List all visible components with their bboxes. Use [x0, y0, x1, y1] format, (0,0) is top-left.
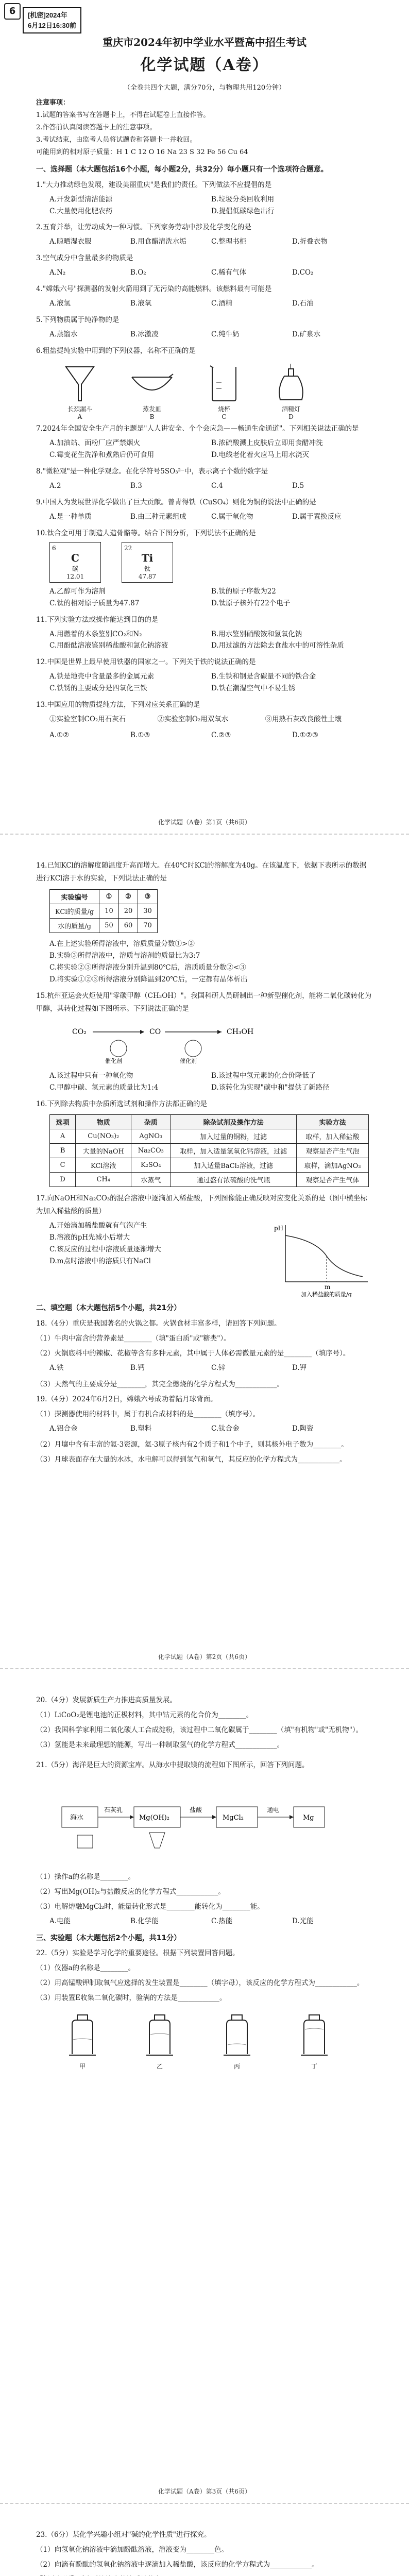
element-symbol: Ti	[141, 551, 154, 564]
option-d[interactable]: D.矿泉水	[292, 330, 321, 339]
apparatus-label: 烧杯	[217, 405, 230, 413]
lab-apparatus-figure	[62, 362, 373, 420]
exam-page-2	[0, 835, 409, 1669]
option-b[interactable]: B.液氧	[130, 299, 152, 308]
catalyst-label: 催化剂	[180, 1057, 197, 1064]
element-cells-figure	[49, 542, 373, 583]
option-a[interactable]: A.铁是地壳中含量最多的金属元素	[49, 672, 155, 681]
table-cell: 观察是否产生气体	[297, 1173, 369, 1187]
gas-jar-icon	[294, 2009, 335, 2060]
catalyst-label: 催化剂	[105, 1057, 122, 1064]
gas-apparatus-figure	[62, 2009, 373, 2071]
m-point-label: m	[325, 1283, 331, 1291]
question-10-options	[49, 586, 373, 609]
question-23-part	[36, 2573, 373, 2576]
table-cell: 加入适量BaCl₂溶液，过滤	[171, 1158, 297, 1173]
table-row	[50, 918, 158, 933]
table-cell: Na₂CO₃	[131, 1144, 171, 1158]
apparatus-label: 酒精灯	[281, 405, 300, 413]
option-c[interactable]: C.锌	[211, 1363, 226, 1372]
page-footer: 化学试题（A卷）第3页（共6页）	[158, 2488, 251, 2495]
table-cell: 10	[99, 904, 119, 918]
question-9-stem: 9.中国人为发展世界化学做出了巨大贡献。曾青得铁（CuSO₄）则化为铜的说法中正确的是	[36, 498, 316, 506]
option-a[interactable]: A.①②	[49, 731, 70, 740]
table-header: ②	[118, 889, 138, 904]
option-c[interactable]: C.整理书柜	[211, 238, 247, 246]
option-b[interactable]: B.浓硫酸溅上皮肤后立即用食醋冲洗	[211, 439, 323, 448]
option-b[interactable]: B.O₂	[130, 268, 146, 277]
gas-jar-icon	[216, 2009, 258, 2060]
option-c[interactable]: C.酒精	[211, 299, 233, 308]
magnesium-label: Mg	[303, 1814, 314, 1822]
element-symbol: C	[71, 551, 79, 564]
option-d[interactable]: D.电线老化着火应马上用水浇灭	[211, 450, 310, 459]
atomic-masses: 可能用到的相对原子质量：H 1 C 12 O 16 Na 23 S 32 Fe 56 Cu 64	[36, 148, 248, 157]
question-14-options	[49, 938, 373, 986]
exam-subtitle: （全卷共四个大题，满分70分，与物理共用120分钟）	[123, 84, 286, 92]
question-15-options	[49, 1070, 373, 1094]
apparatus-yi	[139, 2009, 180, 2071]
option-b[interactable]: B.①③	[130, 731, 150, 740]
question-4-options	[49, 298, 373, 310]
option-b[interactable]: B.化学能	[130, 1917, 159, 1925]
alcohol-lamp-icon	[273, 362, 309, 403]
table-header: ③	[138, 889, 158, 904]
question-19-part: （3）月球表面存在大量的水冰，水电解可以得到氢气和氧气，其反应的化学方程式为____________。	[36, 1455, 347, 1464]
table-cell: 水蒸气	[131, 1173, 171, 1187]
option-b[interactable]: B.垃圾分类回收利用	[211, 195, 275, 204]
electrolysis-label: 通电	[267, 1806, 280, 1814]
option-b[interactable]: B.冰激凌	[130, 330, 159, 339]
apparatus-letter: A	[77, 413, 82, 421]
question-5-options	[49, 329, 373, 341]
option-b[interactable]: B.钙	[130, 1363, 145, 1372]
element-cell-titanium	[122, 542, 173, 583]
option-c[interactable]: C.将实验②③所得溶液分别升温到80℃后，溶质质量分数②<③	[49, 963, 246, 972]
question-21-options	[49, 1916, 373, 1927]
x-axis-label: 加入稀盐酸的质量/g	[301, 1291, 352, 1298]
table-cell: 水的质量/g	[50, 918, 99, 933]
table-cell: KCl溶液	[76, 1158, 131, 1173]
element-name: 钛	[144, 565, 150, 572]
question-20-stem: 20.（4分）发展新质生产力推进高质量发展。	[36, 1696, 177, 1704]
table-row	[50, 1173, 369, 1187]
question-18-options	[49, 1362, 373, 1374]
option-c[interactable]: C.②③	[211, 731, 231, 740]
solubility-table	[49, 889, 158, 933]
apparatus-letter: C	[221, 413, 227, 421]
question-21-part: （1）操作a的名称是________。	[36, 1872, 135, 1881]
apparatus-label: 乙	[156, 2062, 163, 2070]
funnel-figure	[62, 362, 98, 420]
table-cell: A	[50, 1129, 76, 1144]
question-5-stem: 5.下列物质属于纯净物的是	[36, 316, 120, 325]
table-cell: 50	[99, 918, 119, 933]
question-11-stem: 11.下列实验方法或操作能达到目的的是	[36, 615, 159, 624]
conversion-diagram	[67, 1019, 304, 1065]
hydrochloric-label: 盐酸	[190, 1806, 202, 1814]
section-heading-2: 二、填空题（本大题包括5个小题，共21分）	[36, 1304, 181, 1313]
option-a[interactable]: A.开发新型清洁能源	[49, 195, 113, 204]
section-heading-3: 三、实验题（本大题包括2个小题，共11分）	[36, 1934, 181, 1942]
question-18-part: （3）天然气的主要成分是________，其完全燃烧的化学方程式为____________。	[36, 1380, 284, 1388]
option-d[interactable]: D.石油	[292, 299, 314, 308]
option-d[interactable]: D.CO₂	[292, 268, 314, 277]
section-heading-1: 一、选择题（本大题包括16个小题，每小题2分，共32分）每小题只有一个选项符合题意。	[36, 165, 328, 174]
question-17-stem: 17.向NaOH和Na₂CO₃的混合溶液中逐滴加入稀盐酸，下列图像能正确反映对应变化关系的是（图中横坐标为加入稀盐酸的质量）	[36, 1194, 367, 1216]
option-a[interactable]: A.蒸馏水	[49, 330, 78, 339]
apparatus-letter: B	[149, 413, 155, 421]
question-19-options	[49, 1423, 373, 1435]
exam-page-3	[0, 1669, 409, 2504]
apparatus-label: 甲	[79, 2062, 86, 2070]
y-axis-label: pH	[274, 1225, 284, 1232]
stamp-line-1: [机密]2024年	[28, 11, 67, 19]
table-cell: 取样，加入适量氢氧化钙溶液，过滤	[171, 1144, 297, 1158]
apparatus-label: 丙	[233, 2062, 240, 2070]
stamp-line-2: 6月12日16:30前	[28, 21, 76, 29]
question-17-options	[49, 1220, 254, 1267]
table-header-row	[50, 1115, 369, 1129]
apparatus-bing	[216, 2009, 258, 2071]
option-b[interactable]: B.由三种元素组成	[130, 512, 186, 521]
option-d[interactable]: D.①②③	[292, 731, 318, 740]
question-14-stem: 14.已知KCl的溶解度随温度升高而增大。在40℃时KCl的溶解度为40g。在该温度下，依据下表所示的数据进行KCl溶于水的实验，下列说法正确的是	[36, 861, 367, 883]
option-c[interactable]: C.用酚酞溶液鉴别稀盐酸和氯化钠溶液	[49, 641, 168, 650]
table-cell: 20	[118, 904, 138, 918]
question-4-stem: 4."嫦娥六号"探测器的发射火箭用到了无污染的高能燃料。该燃料最有可能是	[36, 285, 272, 294]
question-12-options	[49, 671, 373, 694]
co2-label: CO₂	[72, 1027, 87, 1036]
question-1-stem: 1."大力推动绿色发展，建设美丽重庆"是我们的责任。下列做法不应提倡的是	[36, 180, 272, 189]
option-c[interactable]: C.属于氧化物	[211, 512, 253, 521]
page-footer: 化学试题（A卷）第2页（共6页）	[158, 1653, 251, 1660]
element-number: 6	[52, 544, 56, 552]
table-cell: AgNO₃	[131, 1129, 171, 1144]
exam-title: 重庆市2024年初中学业水平暨高中招生考试	[103, 36, 306, 48]
question-23-part: （1）向氢氧化钠溶液中滴加酚酞溶液，溶液变为________色。	[36, 2545, 229, 2554]
question-19-part: （1）探测器使用的材料中，属于有机合成材料的是________（填序号）。	[36, 1410, 260, 1418]
option-d[interactable]: D.钛原子核外有22个电子	[211, 599, 291, 607]
option-d[interactable]: D.提倡低碳绿色出行	[211, 207, 275, 215]
option-c[interactable]: C.大量使用化肥农药	[49, 207, 113, 215]
option-b[interactable]: B.3	[130, 481, 142, 490]
question-13-options	[49, 730, 373, 741]
element-number: 22	[124, 544, 132, 552]
confidential-stamp	[23, 7, 81, 33]
table-cell: D	[50, 1173, 76, 1187]
table-header: 杂质	[131, 1115, 171, 1129]
question-22-part: （2）用高锰酸钾制取氧气应选择的发生装置是________（填字母），该反应的化学方程式为____________。	[36, 1979, 364, 1988]
question-2-stem: 2.五育并举，让劳动成为一种习惯。下列家务劳动中涉及化学变化的是	[36, 223, 251, 232]
apparatus-ding	[294, 2009, 335, 2071]
option-a[interactable]: A.乙醇可作为溶剂	[49, 587, 106, 596]
option-d[interactable]: D.属于置换反应	[292, 512, 342, 521]
question-8-options	[49, 480, 373, 492]
element-cell-carbon	[49, 542, 101, 583]
question-22-stem: 22.（5分）实验是学习化学的重要途径。根据下列装置回答问题。	[36, 1949, 240, 1958]
question-2-options	[49, 236, 373, 248]
notes-item: 2.作答前认真阅读答题卡上的注意事项。	[36, 124, 157, 132]
option-d[interactable]: D.陶瓷	[292, 1424, 314, 1433]
purification-table	[49, 1114, 369, 1187]
seawater-label: 海水	[70, 1814, 84, 1822]
option-a[interactable]: A.2	[49, 481, 61, 490]
table-header: 实验方法	[297, 1115, 369, 1129]
table-header: 物质	[76, 1115, 131, 1129]
question-20-part: （3）氢能是未来最理想的能源，写出一种制取氢气的化学方程式____________。	[36, 1740, 284, 1749]
methanol-conversion-figure	[67, 1019, 373, 1067]
option-d[interactable]: D.将实验①②③所得溶液分别降温到20℃后，一定都有晶体析出	[49, 975, 248, 984]
page-footer: 化学试题（A卷）第1页（共6页）	[158, 819, 251, 826]
table-header: 除杂试剂及操作方法	[171, 1115, 297, 1129]
question-13-items	[49, 714, 373, 725]
exam-page-1	[0, 0, 409, 835]
question-22-part: （3）用装置E收集二氧化碳时，验满的方法是____________。	[36, 1993, 227, 2002]
mg-hydroxide-label: Mg(OH)₂	[139, 1814, 169, 1822]
co-label: CO	[149, 1027, 161, 1036]
element-mass: 47.87	[138, 572, 157, 580]
table-row	[50, 1144, 369, 1158]
question-18-part: （2）火锅底料中的辣椒、花椒等含有多种元素，其中属于人体必需微量元素的是________（填序号）。	[36, 1349, 350, 1358]
option-a[interactable]: A.在上述实验所得溶液中，溶质质量分数①>②	[49, 939, 195, 948]
question-23-part: （2）向滴有酚酞的氢氧化钠溶液中逐滴加入稀盐酸，该反应的化学方程式为____________。	[36, 2560, 319, 2569]
question-12-stem: 12.中国是世界上最早使用铁器的国家之一。下列关于铁的说法正确的是	[36, 658, 256, 667]
table-cell: KCl的质量/g	[50, 904, 99, 918]
option-a[interactable]: A.用燃着的木条鉴别CO₂和N₂	[49, 630, 142, 638]
option-b[interactable]: B.钛的原子序数为22	[211, 587, 276, 596]
question-11-options	[49, 629, 373, 652]
question-19-stem: 19.（4分）2024年6月2日，嫦娥六号成功着陆月球背面。	[36, 1395, 217, 1403]
option-b[interactable]: B.塑料	[130, 1424, 152, 1433]
option-d[interactable]: D.铁在潮湿空气中不易生锈	[211, 684, 296, 693]
beaker-figure	[206, 362, 242, 420]
table-cell: 通过盛有浓硫酸的洗气瓶	[171, 1173, 297, 1187]
ph-curve-graph	[270, 1220, 373, 1297]
table-header: 选项	[50, 1115, 76, 1129]
question-21-part: （3）电解熔融MgCl₂时，能量转化形式是________能转化为________能。	[36, 1902, 264, 1911]
statement-item: ②实验室制O₂用双氧水	[157, 715, 229, 724]
option-c[interactable]: C.稀有气体	[211, 268, 247, 277]
table-header-row	[50, 889, 158, 904]
table-row	[50, 1129, 369, 1144]
statement-item: ①实验室制CO₂用石灰石	[49, 715, 126, 724]
question-8-stem: 8."微粒观"是一种化学观念。在化学符号5SO₃²⁻中，表示离子个数的数字是	[36, 467, 268, 476]
table-cell: 30	[138, 904, 158, 918]
element-name: 碳	[72, 565, 78, 572]
notes-heading: 注意事项：	[36, 99, 70, 107]
element-mass: 12.01	[66, 572, 84, 580]
methanol-label: CH₃OH	[227, 1027, 254, 1036]
question-7-options	[49, 437, 373, 461]
option-b[interactable]: B.用食醋清洗水垢	[130, 238, 186, 246]
option-b[interactable]: B.用水鉴别硝酸铵和氢氧化钠	[211, 630, 302, 638]
notes-item: 3.考试结束，由监考人员将试题卷和答题卡一并收回。	[36, 136, 197, 144]
option-b[interactable]: B.实验③所得溶液中，溶质与溶剂的质量比为3:7	[49, 951, 200, 960]
option-a[interactable]: A.晾晒湿衣服	[49, 238, 92, 246]
option-c[interactable]: C.钛合金	[211, 1424, 240, 1433]
exam-page-4	[0, 2504, 409, 2576]
option-d[interactable]: D.该转化为实现"碳中和"提供了新路径	[211, 1083, 330, 1092]
exam-subject-title: 化学试题（A卷）	[140, 56, 269, 74]
option-a[interactable]: A.铁	[49, 1363, 64, 1372]
option-d[interactable]: D.折叠衣物	[292, 238, 328, 246]
option-a[interactable]: A.电能	[49, 1917, 71, 1925]
apparatus-label: 丁	[311, 2062, 317, 2070]
question-6-stem: 6.粗盐提纯实验中用到的下列仪器，名称不正确的是	[36, 347, 196, 355]
beaker-icon	[206, 362, 242, 403]
mgcl2-label: MgCl₂	[223, 1814, 244, 1822]
alcohol-lamp-figure	[273, 362, 309, 420]
apparatus-letter: D	[288, 413, 294, 421]
option-a[interactable]: A.加油站、面粉厂应严禁烟火	[49, 439, 141, 448]
option-b[interactable]: B.生铁和钢是含碳量不同的铁合金	[211, 672, 316, 681]
option-a[interactable]: A.N₂	[49, 268, 66, 277]
table-cell: 取样，加入稀盐酸	[297, 1129, 369, 1144]
table-row	[50, 904, 158, 918]
table-header: ①	[99, 889, 119, 904]
question-21-stem: 21.（5分）海洋是巨大的资源宝库。从海水中提取镁的流程如下图所示，回答下列问题。	[36, 1760, 309, 1769]
ph-curve	[285, 1235, 363, 1277]
statement-item: ③用熟石灰改良酸性土壤	[265, 715, 342, 724]
table-cell: Cu(NO₃)₂	[76, 1129, 131, 1144]
option-d[interactable]: D.用过滤的方法除去食盐水中的可溶性杂质	[211, 641, 344, 650]
apparatus-jia	[62, 2009, 103, 2071]
question-20-part: （1）LiCoO₂是锂电池的正极材料，其中钴元素的化合价为________。	[36, 1710, 253, 1719]
evaporating-dish-figure	[129, 362, 175, 420]
gas-jar-icon	[62, 2009, 103, 2060]
evaporating-dish-icon	[129, 362, 175, 403]
question-18-stem: 18.（4分）重庆是我国著名的火锅之都。火锅食材丰富多样，请回答下列问题。	[36, 1319, 281, 1328]
table-cell: C	[50, 1158, 76, 1173]
notes-item: 1.试题的答案书写在答题卡上，不得在试题卷上直接作答。	[36, 111, 210, 120]
question-22-part: （1）仪器a的名称是________。	[36, 1964, 135, 1973]
table-cell: CH₄	[76, 1173, 131, 1187]
option-a[interactable]: A.液氢	[49, 299, 71, 308]
lime-label: 石灰乳	[104, 1806, 123, 1814]
apparatus-label: 蒸发皿	[142, 405, 161, 413]
table-cell: B	[50, 1144, 76, 1158]
option-d[interactable]: D.5	[292, 481, 304, 490]
option-a[interactable]: A.是一种单质	[49, 512, 92, 521]
table-cell: 观察是否产生气泡	[297, 1144, 369, 1158]
option-a[interactable]: A.该过程中只有一种氧化物	[49, 1071, 133, 1080]
option-c[interactable]: C.4	[211, 481, 223, 490]
exam-notes	[36, 97, 373, 159]
table-header: 实验编号	[50, 889, 99, 904]
question-7-stem: 7.2024年全国安全生产月的主题是"人人讲安全、个个会应急——畅通生命通道"。下列相关说法正确的是	[36, 425, 359, 433]
question-3-stem: 3.空气成分中含量最多的物质是	[36, 254, 133, 263]
question-18-part: （1）牛肉中富含的营养素是________（填"蛋白质"或"糖类"）。	[36, 1334, 231, 1343]
option-c[interactable]: C.纯牛奶	[211, 330, 240, 339]
option-c[interactable]: C.该反应的过程中溶液质量逐渐增大	[49, 1245, 161, 1254]
question-16-stem: 16.下列除去物质中杂质所选试剂和操作方法都正确的是	[36, 1099, 207, 1108]
question-10-stem: 10.钛合金可用于制造人造骨骼等。结合下图分析，下列说法不正确的是	[36, 529, 256, 537]
table-row	[50, 1158, 369, 1173]
table-cell: 60	[118, 918, 138, 933]
option-d[interactable]: D.光能	[292, 1917, 314, 1925]
gas-jar-icon	[139, 2009, 180, 2060]
option-a[interactable]: A.开始滴加稀盐酸就有气泡产生	[49, 1222, 147, 1230]
apparatus-label: 长颈漏斗	[67, 405, 92, 413]
question-19-part: （2）月壤中含有丰富的氦-3资源，氦-3原子核内有2个质子和1个中子，则其核外电子数为________。	[36, 1440, 348, 1449]
process-flow-diagram	[57, 1776, 366, 1863]
funnel-icon	[62, 362, 98, 403]
table-cell: 70	[138, 918, 158, 933]
option-c[interactable]: C.甲醇中碳、氢元素的质量比为1:4	[49, 1083, 159, 1092]
question-21-part: （2）写出Mg(OH)₂与盐酸反应的化学方程式____________。	[36, 1887, 225, 1896]
table-cell: K₂SO₄	[131, 1158, 171, 1173]
option-b[interactable]: B.该过程中氢元素的化合价降低了	[211, 1071, 316, 1080]
magnesium-flow-figure	[57, 1776, 373, 1866]
option-c[interactable]: C.热能	[211, 1917, 233, 1925]
question-3-options	[49, 267, 373, 279]
option-b[interactable]: B.溶液的pH先减小后增大	[49, 1233, 130, 1242]
option-d[interactable]: D.m点时溶液中的溶质只有NaCl	[49, 1257, 151, 1266]
question-17-block	[49, 1220, 373, 1297]
table-cell: 加入过量的铜粉，过滤	[171, 1129, 297, 1144]
option-a[interactable]: A.铝合金	[49, 1424, 78, 1433]
option-c[interactable]: C.霉变花生洗净和煮熟后仍可食用	[49, 450, 155, 459]
question-20-part: （2）我国科学家利用二氧化碳人工合成淀粉，该过程中二氧化碳属于________（填"有机物"或"无机物"）。	[36, 1725, 363, 1734]
table-cell: 大量的NaOH	[76, 1144, 131, 1158]
table-cell: 取样，滴加AgNO₃	[297, 1158, 369, 1173]
question-23-stem: 23.（6分）某化学兴趣小组对"碱的化学性质"进行探究。	[36, 2531, 211, 2539]
question-15-stem: 15.杭州亚运会火炬使用"零碳甲醇（CH₃OH）"。我国科研人员研制出一种新型催化剂，能将二氧化碳转化为甲醇，其转化过程如下图所示。下列说法正确的是	[36, 991, 372, 1013]
question-1-options	[49, 194, 373, 217]
question-9-options	[49, 511, 373, 523]
question-13-stem: 13.中国应用的物质提纯方法，下列对应关系正确的是	[36, 701, 200, 709]
option-d[interactable]: D.钾	[292, 1363, 307, 1372]
app-logo-icon: 6	[4, 3, 21, 20]
option-c[interactable]: C.铁锈的主要成分是四氧化三铁	[49, 684, 147, 693]
option-c[interactable]: C.钛的相对原子质量为47.87	[49, 599, 140, 607]
